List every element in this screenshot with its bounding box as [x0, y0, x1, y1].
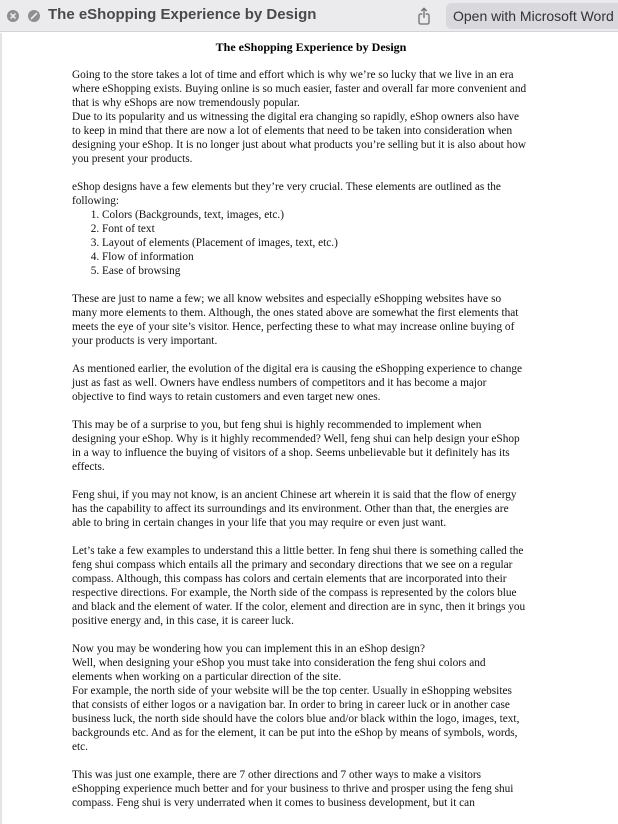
- paragraph: Due to its popularity and us witnessing the digital era changing so rapidly, eShop owners also have to keep in mind that there are now a lot of elements that need to be taken into consideration when designing your eShop. It is no longer just about what products you’re selling but it is also about how you present your products.: [72, 111, 527, 165]
- close-icon[interactable]: [7, 10, 19, 22]
- paragraph: This may be of a surprise to you, but feng shui is highly recommended to implement when designing your eShop. Why is it highly recommended? Well, feng shui can help design your eShop in a way to influence the buying of visitors of a shop. Seems unbelievable but it definitely has its effects.: [72, 419, 520, 473]
- paragraph: Feng shui, if you may not know, is an ancient Chinese art wherein it is said that the flow of energy has the capability to affect its surroundings and its environment. Other than that, the energies are able to bring in certain changes in your life that you may require or even just want.: [72, 489, 517, 529]
- paragraph: Going to the store takes a lot of time and effort which is why we’re so lucky that we live in an era where eShopping exists. Buying online is so much easier, faster and overall far more convenient and that is why eShops are now tremendously popular.: [72, 69, 527, 109]
- paragraph: For example, the north side of your website will be the top center. Usually in eShopping websites that consists of either logos or a navigation bar. In order to bring in career luck or in another case business luck, the north side should have the colors blue and/or black within the logo, images, text, backgrounds etc. And as for the element, it can be put into the eShop by means of symbols, words, etc.: [72, 685, 520, 753]
- paragraph: These are just to name a few; we all know websites and especially eShopping websites have so many more elements to them. Although, the ones stated above are somewhat the first elements that meets the eye of your site’s visitor. Hence, perfecting these to what may increase online buying of your products is very important.: [72, 293, 519, 347]
- list-item: 2. Font of text: [102, 222, 527, 236]
- list-item: 5. Ease of browsing: [102, 264, 527, 278]
- list-item: 1. Colors (Backgrounds, text, images, etc.): [102, 208, 527, 222]
- paragraph: Now you may be wondering how you can implement this in an eShop design?: [72, 643, 425, 655]
- open-with-word-button[interactable]: Open with Microsoft Word: [446, 3, 618, 29]
- elements-list: [72, 208, 527, 278]
- window-title: The eShopping Experience by Design: [48, 6, 317, 23]
- list-item: 3. Layout of elements (Placement of images, text, etc.): [102, 236, 527, 250]
- document-title: The eShopping Experience by Design: [215, 40, 407, 54]
- minimize-icon[interactable]: [28, 10, 40, 22]
- document-viewer[interactable]: [0, 33, 618, 824]
- paragraph: As mentioned earlier, the evolution of the digital era is causing the eShopping experience to change just as fast as well. Owners have endless numbers of competitors and it has become a major objective to find ways to retain customers and even target new ones.: [72, 363, 523, 403]
- paragraph: This was just one example, there are 7 other directions and 7 other ways to make a visitors eShopping experience much better and for your business to thrive and prosper using the feng shui compass. Feng shui is very underrated when it comes to business development, but it can: [72, 769, 514, 809]
- paragraph: Let’s take a few examples to understand this a little better. In feng shui there is something called the feng shui compass which entails all the primary and secondary directions that we see on a regular compass. Although, this compass has colors and certain elements that are incorporated into their respective directions. For example, the North side of the compass is represented by the colors blue and black and the element of water. If the color, element and direction are in sync, then it brings you positive energy and, in this case, it is career luck.: [72, 545, 526, 627]
- paragraph: Well, when designing your eShop you must take into consideration the feng shui colors and elements when working on a particular direction of the site.: [72, 657, 486, 683]
- share-icon[interactable]: [414, 6, 434, 26]
- paragraph: eShop designs have a few elements but they’re very crucial. These elements are outlined as the following:: [72, 181, 501, 207]
- title-bar: [0, 0, 618, 32]
- list-item: 4. Flow of information: [102, 250, 527, 264]
- document-body: [72, 68, 527, 810]
